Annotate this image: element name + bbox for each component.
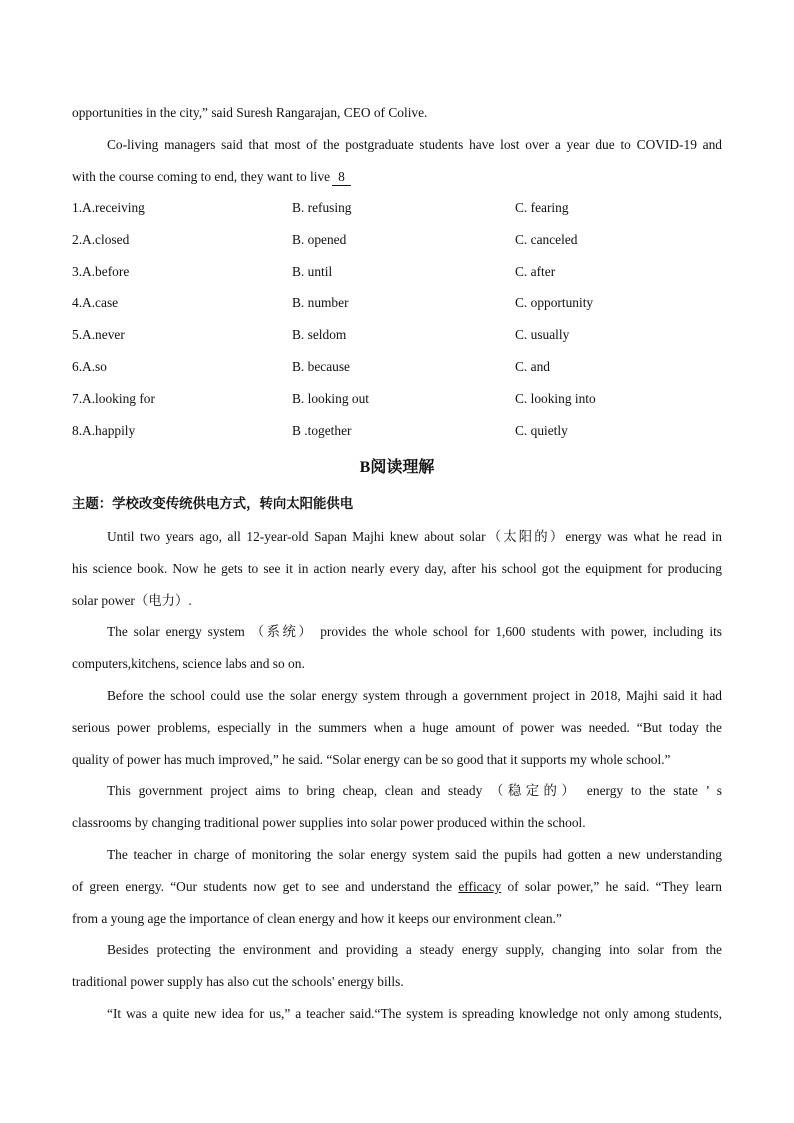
paragraph-line: opportunities in the city,” said Suresh Rangarajan, CEO of Colive. <box>72 105 428 120</box>
option-c: C. looking into <box>515 390 596 406</box>
option-a: 7.A.looking for <box>72 390 155 406</box>
paragraph-line <box>72 169 722 186</box>
option-c: C. opportunity <box>515 295 594 311</box>
line-text: with the course coming to end, they want to live <box>72 169 331 184</box>
option-c: C. quietly <box>515 422 568 438</box>
paragraph-line: solar power（电力）. <box>72 593 192 608</box>
option-a: 1.A.receiving <box>72 200 145 215</box>
option-b: B. because <box>292 359 351 374</box>
paragraph-line: classrooms by changing traditional power supplies into solar power produced within the school. <box>72 815 586 830</box>
option-b: B. opened <box>292 231 347 247</box>
paragraph-line: traditional power supply has also cut the schools' energy bills. <box>72 974 404 989</box>
option-c: C. canceled <box>515 231 578 247</box>
paragraph-line: serious power problems, especially in the summers when a huge amount of power was needed. “But today the <box>72 720 722 735</box>
topic-line: 主题：学校改变传统供电方式，转向太阳能供电 <box>72 497 354 512</box>
option-b: B. seldom <box>292 327 347 343</box>
line-text: of solar power,” he said. “They learn <box>507 879 722 894</box>
paragraph-line: quality of power has much improved,” he said. “Solar energy can be so good that it supports my whole school.” <box>72 752 671 767</box>
option-b: B .together <box>292 422 352 438</box>
underlined-word: efficacy <box>458 879 502 894</box>
option-b: B. number <box>292 295 349 311</box>
paragraph-line <box>72 879 722 895</box>
option-c: C. after <box>515 263 556 279</box>
paragraph-line: The teacher in charge of monitoring the solar energy system said the pupils had gotten a new understanding <box>107 847 722 862</box>
line-text: of green energy. “Our students now get to see and understand the <box>72 879 453 894</box>
option-a: 6.A.so <box>72 359 107 374</box>
paragraph-line: Co-living managers said that most of the postgraduate students have lost over a year due to COVID-19 and <box>107 137 722 152</box>
option-b: B. looking out <box>292 390 370 406</box>
answer-blank-8: 8 <box>332 169 351 186</box>
paragraph-line: “It was a quite new idea for us,” a teacher said.“The system is spreading knowledge not only among students, <box>107 1006 722 1021</box>
paragraph-line: his science book. Now he gets to see it in action nearly every day, after his school got the equipment for producing <box>72 561 722 576</box>
option-c: C. usually <box>515 327 570 343</box>
paragraph-line: Before the school could use the solar energy system through a government project in 2018, Majhi said it had <box>107 688 722 703</box>
paragraph-line: from a young age the importance of clean energy and how it keeps our environment clean.” <box>72 911 562 926</box>
section-heading: B阅读理解 <box>359 459 435 476</box>
option-b: B. until <box>292 263 333 279</box>
paragraph-line: The solar energy system （系统） provides the whole school for 1,600 students with power, including its <box>107 624 722 639</box>
option-a: 3.A.before <box>72 263 130 279</box>
option-a: 8.A.happily <box>72 422 136 438</box>
option-a: 5.A.never <box>72 327 125 343</box>
paragraph-line: Besides protecting the environment and providing a steady energy supply, changing into solar from the <box>107 942 722 957</box>
option-a: 4.A.case <box>72 295 119 311</box>
option-a: 2.A.closed <box>72 231 130 247</box>
option-c: C. fearing <box>515 200 569 215</box>
paragraph-line: This government project aims to bring cheap, clean and steady （稳定的） energy to the state ’ s <box>107 783 722 798</box>
option-b: B. refusing <box>292 200 352 215</box>
option-c: C. and <box>515 359 550 374</box>
paragraph-line: Until two years ago, all 12-year-old Sapan Majhi knew about solar（太阳的）energy was what he read in <box>107 529 722 544</box>
paragraph-line: computers,kitchens, science labs and so on. <box>72 656 305 671</box>
